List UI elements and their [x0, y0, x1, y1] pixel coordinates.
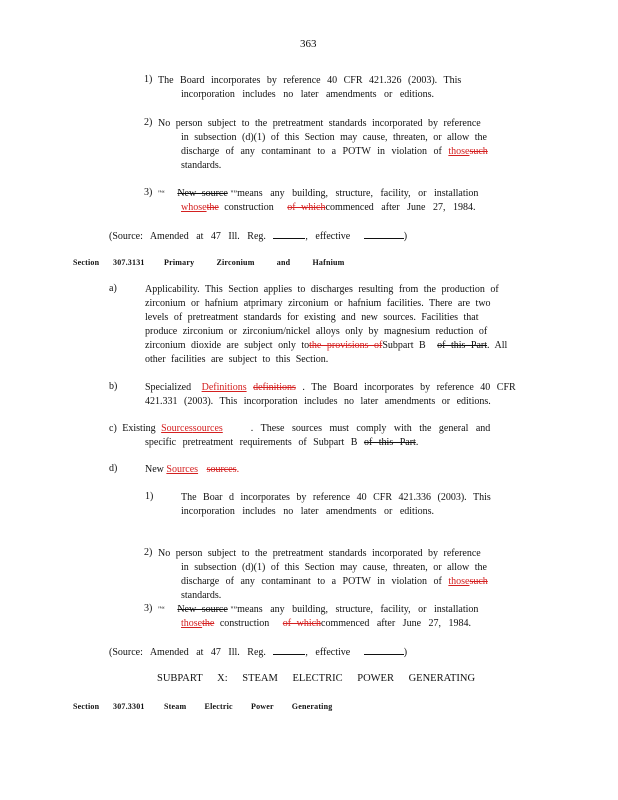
- d1-item2-line3-text: discharge of any contaminant to a POTW in violation of: [181, 146, 442, 157]
- section-3131-number: 307.3131: [113, 258, 145, 267]
- d2-source-close: ): [403, 647, 408, 658]
- d2-source-date-blank: [364, 645, 404, 655]
- d1-item3-line2: [181, 201, 475, 215]
- d2-source-effective: , effective: [305, 647, 351, 658]
- d2-item3-quote-close: "”: [230, 605, 238, 614]
- d2-source-reg-blank: [273, 645, 305, 655]
- d1-item3-number: 3): [144, 187, 153, 198]
- para-d-line1: [145, 463, 239, 477]
- d2-item2-line4: standards.: [181, 590, 222, 601]
- para-c-comply: . These sources must comply with the general and: [250, 423, 491, 434]
- d1-item2-number: 2): [144, 117, 153, 128]
- d2-item3-term: New source: [177, 604, 228, 615]
- d1-source-date-blank: [364, 229, 404, 239]
- para-a-line6: other facilities are subject to this Section.: [145, 354, 329, 365]
- d2-item1-number: 1): [145, 491, 154, 502]
- d1-item3-deleted-the: the: [206, 202, 219, 213]
- para-a-line5-text: zirconium dioxide are subject only to: [145, 340, 310, 351]
- d1-item3-definition: means any building, structure, facility, or installation: [237, 188, 479, 199]
- d2-item3-commenced: commenced after June 27, 1984.: [321, 618, 472, 629]
- section-3301-number: 307.3301: [113, 702, 145, 711]
- para-a-deleted-provisions: the provisions of: [309, 340, 383, 351]
- d2-item3-deleted-of-which: of which: [282, 618, 322, 629]
- para-d-period: .: [236, 464, 240, 475]
- d2-item2-inserted-those: those: [448, 576, 470, 587]
- d1-item2-line3: [181, 145, 488, 159]
- para-a-label: a): [109, 283, 117, 294]
- d1-item1-line2: incorporation includes no later amendments or editions.: [181, 89, 434, 100]
- d1-source-text: (Source: Amended at 47 Ill. Reg.: [109, 231, 266, 242]
- d2-item3-quote-open: "“: [158, 605, 165, 614]
- para-b-deleted-definitions: definitions: [253, 382, 296, 393]
- para-c-label: c): [109, 423, 117, 434]
- section-3301-label: Section: [73, 702, 100, 711]
- d2-source-note: [109, 645, 407, 660]
- para-c-line2: [145, 436, 418, 450]
- d1-source-note: [109, 229, 407, 244]
- d1-item2-line4: standards.: [181, 160, 222, 171]
- d1-item3-quote-close: "”: [230, 189, 238, 198]
- d2-item2-line3-text: discharge of any contaminant to a POTW in violation of: [181, 576, 442, 587]
- para-a-line5: [145, 339, 507, 353]
- page-number: 363: [300, 38, 317, 50]
- d2-item2-number: 2): [144, 547, 153, 558]
- d1-source-close: ): [403, 231, 408, 242]
- para-d-inserted-sources: Sources: [166, 464, 199, 475]
- d1-item3-term: New source: [177, 188, 228, 199]
- d2-item2-line1: No person subject to the pretreatment standards incorporated by reference: [158, 548, 481, 559]
- para-c-existing: Existing: [122, 423, 156, 434]
- para-a-subpart-b: Subpart B: [382, 340, 426, 351]
- para-d-deleted-sources: sources: [206, 464, 237, 475]
- para-a-all: . All: [487, 340, 508, 351]
- d2-item3-definition: means any building, structure, facility, or installation: [237, 604, 479, 615]
- d2-item1-line2: incorporation includes no later amendments or editions.: [181, 506, 434, 517]
- para-c-line1: [109, 422, 490, 436]
- d1-item2-deleted-such: such: [469, 146, 488, 157]
- d1-item3-inserted-whose: whose: [181, 202, 207, 213]
- d2-item2-line2: in subsection (d)(1) of this Section may cause, threaten, or allow the: [181, 562, 487, 573]
- para-b-line2: 421.331 (2003). This incorporation includes no later amendments or editions.: [145, 396, 491, 407]
- para-b-line1: [145, 381, 516, 395]
- d2-item3-inserted-those: those: [181, 618, 203, 629]
- d2-item3-deleted-the: the: [202, 618, 215, 629]
- d2-item3-construction: construction: [219, 618, 270, 629]
- d1-item3-construction: construction: [224, 202, 274, 213]
- d1-source-effective: , effective: [305, 231, 351, 242]
- d1-source-reg-blank: [273, 229, 305, 239]
- para-c-inserted-sources: Sources: [161, 423, 193, 434]
- d1-item2-line1: No person subject to the pretreatment standards incorporated by reference: [158, 118, 481, 129]
- para-c-line2-text: specific pretreatment requirements of Subpart B: [145, 437, 358, 448]
- para-d-label: d): [109, 463, 118, 474]
- d1-item3-quote-open: "“: [158, 189, 165, 198]
- para-a-line2: zirconium or hafnium atprimary zirconium or hafnium facilities. There are two: [145, 298, 491, 309]
- d2-item3-line2: [181, 617, 471, 631]
- subpart-x-heading: SUBPART X: STEAM ELECTRIC POWER GENERATING: [157, 673, 476, 684]
- d1-item2-inserted-those: those: [448, 146, 470, 157]
- para-a-line3: levels of pretreatment standards for existing and new sources. Facilities that: [145, 312, 479, 323]
- d2-item2-deleted-such: such: [469, 576, 488, 587]
- para-a-deleted-of-this-part: of this Part: [437, 340, 488, 351]
- section-3131-title: Primary Zirconium and Hafnium: [164, 258, 345, 267]
- para-a-line4: produce zirconium or zirconium/nickel alloys only by magnesium reduction of: [145, 326, 488, 337]
- d1-item3-deleted-of-which: of which: [287, 202, 326, 213]
- d1-item2-line2: in subsection (d)(1) of this Section may cause, threaten, or allow the: [181, 132, 487, 143]
- section-3131-label: Section: [73, 258, 100, 267]
- d1-item3-line1: [158, 187, 478, 201]
- para-a-line1: Applicability. This Section applies to discharges resulting from the production of: [145, 284, 499, 295]
- para-b-incorporates: . The Board incorporates by reference 40 CFR: [302, 382, 516, 393]
- d1-item1-line1: The Board incorporates by reference 40 CFR 421.326 (2003). This: [158, 75, 462, 86]
- d2-item3-number: 3): [144, 603, 153, 614]
- para-c-deleted-sources: sources: [192, 423, 223, 434]
- para-b-specialized: Specialized: [145, 382, 192, 393]
- para-c-deleted-of-this-part: of this Part: [363, 437, 416, 448]
- d2-item2-line3: [181, 575, 488, 589]
- para-c-period: .: [415, 437, 419, 448]
- para-b-inserted-definitions: Definitions: [201, 382, 247, 393]
- d2-source-text: (Source: Amended at 47 Ill. Reg.: [109, 647, 266, 658]
- para-d-new: New: [145, 464, 164, 475]
- section-3301-title: Steam Electric Power Generating: [164, 702, 333, 711]
- d2-item1-line1: The Boar d incorporates by reference 40 CFR 421.336 (2003). This: [181, 492, 491, 503]
- d1-item3-commenced: commenced after June 27, 1984.: [325, 202, 476, 213]
- d2-item3-line1: [158, 603, 478, 617]
- para-b-label: b): [109, 381, 118, 392]
- d1-item1-number: 1): [144, 74, 153, 85]
